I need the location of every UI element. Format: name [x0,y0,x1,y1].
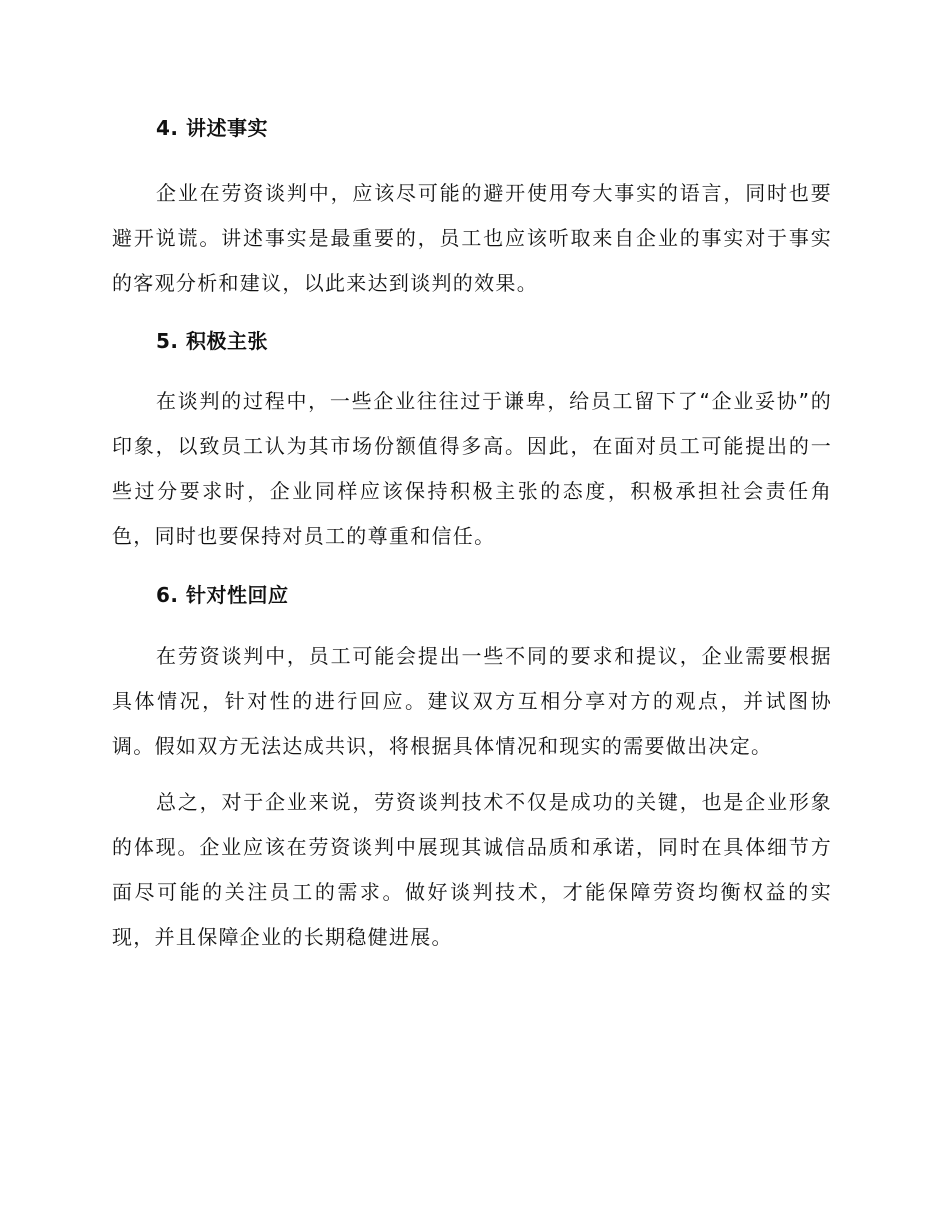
conclusion-paragraph: 总之，对于企业来说，劳资谈判技术不仅是成功的关键，也是企业形象的体现。企业应该在劳资谈判中展现其诚信品质和承诺，同时在具体细节方面尽可能的关注员工的需求。做好谈判技术，才能保障劳资均衡权益的实现，并且保障企业的长期稳健进展。 [112,790,832,949]
section-paragraph-5: 在谈判的过程中，一些企业往往过于谦卑，给员工留下了“企业妥协”的印象，以致员工认为其市场份额值得多高。因此，在面对员工可能提出的一些过分要求时，企业同样应该保持积极主张的态度，积极承担社会责任角色，同时也要保持对员工的尊重和信任。 [112,389,832,548]
document-page [112,112,832,960]
section-heading-4: 4. 讲述事实 [156,116,268,140]
section-paragraph-6: 在劳资谈判中，员工可能会提出一些不同的要求和提议，企业需要根据具体情况，针对性的进行回应。建议双方互相分享对方的观点，并试图协调。假如双方无法达成共识，将根据具体情况和现实的需要做出决定。 [112,644,832,758]
section-heading-5: 5. 积极主张 [156,329,268,353]
section-paragraph-4: 企业在劳资谈判中，应该尽可能的避开使用夸大事实的语言，同时也要避开说谎。讲述事实是最重要的，员工也应该听取来自企业的事实对于事实的客观分析和建议，以此来达到谈判的效果。 [112,181,832,295]
section-heading-6: 6. 针对性回应 [156,583,289,607]
